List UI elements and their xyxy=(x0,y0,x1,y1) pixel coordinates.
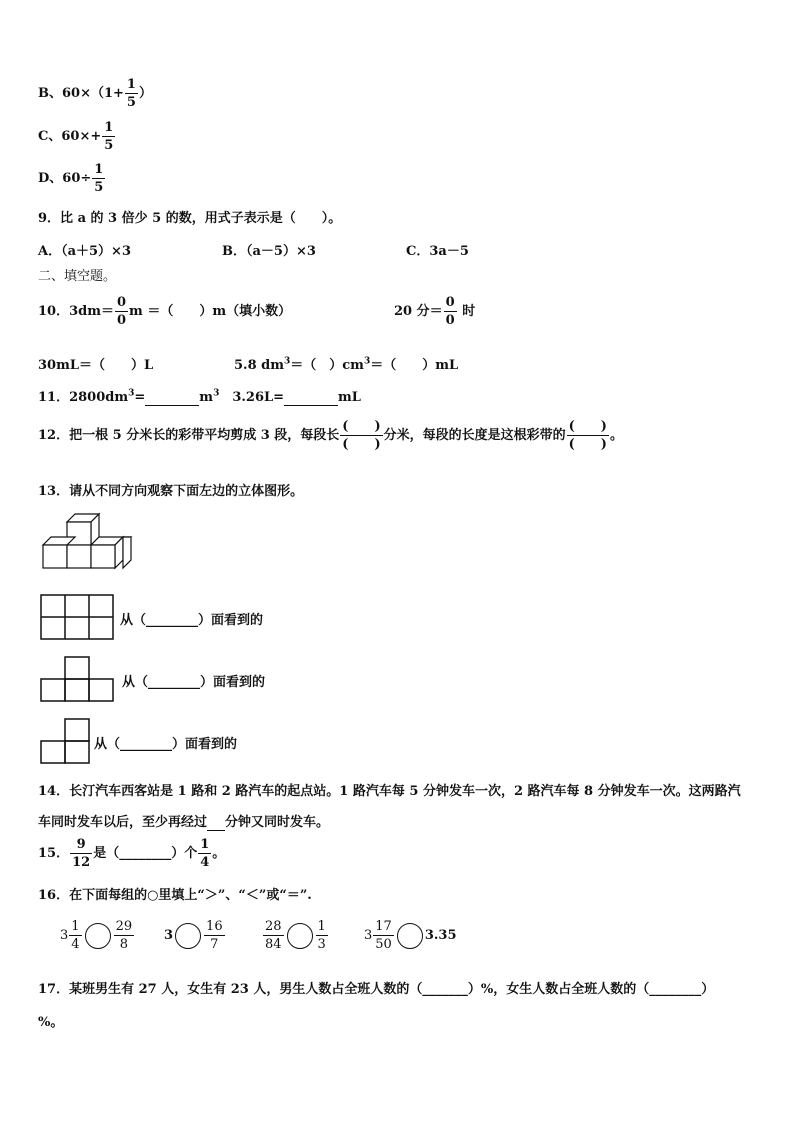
view-3-label: 从（________）面看到的 xyxy=(94,737,238,752)
option-9a: A．（a＋5）×3 xyxy=(38,244,131,259)
compare-circle[interactable] xyxy=(85,923,111,949)
question-10-part4: 5.8 $dm^3=$（ ）$cm^3=$（ ）mL xyxy=(234,356,459,373)
fraction: $\frac{0}{0}$ xyxy=(116,295,127,328)
question-17-line2: %。 xyxy=(38,1015,64,1030)
fraction-blank[interactable]: $\frac{( )}{( )}$ xyxy=(342,419,381,452)
fraction: $\frac{1}{5}$ xyxy=(126,77,136,110)
option-9b: B．（a－5）×3 xyxy=(222,244,316,259)
compare-group-4: 3 $\frac{17}{50}$ 3.35 xyxy=(364,919,457,952)
question-9: 9．比 a 的 3 倍少 5 的数，用式子表示是（ ）。 xyxy=(38,211,342,226)
question-14-line2: 车同时发车以后，至少再经过 分钟又同时发车。 xyxy=(38,815,330,830)
compare-group-3 xyxy=(262,920,329,951)
fraction: $\frac{28}{84}$ xyxy=(265,919,282,952)
fraction: $\frac{16}{7}$ xyxy=(206,919,223,952)
solid-figure-image xyxy=(38,510,138,572)
fraction: $\frac{9}{12}$ xyxy=(72,837,91,870)
option-8d: D、60÷ $\frac{1}{5}$ xyxy=(38,162,104,195)
question-15: 15． $\frac{9}{12}$ 是（________）个 $\frac{1}{4}$ 。 xyxy=(38,837,226,870)
fraction: $\frac{1}{5}$ xyxy=(104,120,114,153)
fraction: $\frac{17}{50}$ xyxy=(375,919,392,952)
question-10-part3: 30mL＝（ ）L xyxy=(38,358,154,373)
fraction: $\frac{29}{8}$ xyxy=(115,919,133,952)
compare-circle[interactable] xyxy=(287,923,313,949)
question-13: 13．请从不同方向观察下面左边的立体图形。 xyxy=(38,484,304,499)
question-17-line1: 17．某班男生有 27 人，女生有 23 人，男生人数占全班人数的（_______）%，女生人数占全班人数的（________） xyxy=(38,982,715,997)
fraction-blank[interactable]: $\frac{( )}{( )}$ xyxy=(568,419,607,452)
fraction: $\frac{1}{4}$ xyxy=(71,919,80,952)
answer-blank[interactable] xyxy=(207,815,225,831)
compare-circle[interactable] xyxy=(397,923,423,949)
question-14-line1: 14．长汀汽车西客站是 1 路和 2 路汽车的起点站。1 路汽车每 5 分钟发车一次，2 路汽车每 8 分钟发车一次。这两路汽 xyxy=(38,784,741,799)
section-heading: 二、填空题。 xyxy=(38,269,117,284)
option-8b: B、60×（1+ $\frac{1}{5}$ ） xyxy=(38,77,152,110)
view-2-label: 从（________）面看到的 xyxy=(122,675,266,690)
answer-blank[interactable] xyxy=(145,390,199,406)
fraction: $\frac{1}{3}$ xyxy=(317,919,326,952)
question-10-part1: 10．3dm＝ $\frac{0}{0}$ m ＝（ ）m（填小数） xyxy=(38,295,292,328)
fraction: $\frac{1}{4}$ xyxy=(200,837,210,870)
question-16: 16．在下面每组的○里填上“＞”、“＜”或“＝”. xyxy=(38,888,312,903)
question-12: 12．把一根 5 分米长的彩带平均剪成 3 段，每段长 $\frac{( )}{( )}$ 分米，每段的长度是这根彩带的 $\frac{( )}{( )}$ 。 xyxy=(38,419,623,452)
answer-blank[interactable] xyxy=(284,390,338,406)
view-l-shape xyxy=(40,718,90,764)
fraction: $\frac{1}{5}$ xyxy=(94,162,104,195)
option-8c: C、60×+ $\frac{1}{5}$ xyxy=(38,120,114,153)
compare-group-1: 3 $\frac{1}{4}$ $\frac{29}{8}$ xyxy=(60,919,133,952)
question-10-part2: 20 分＝ $\frac{0}{0}$ 时 xyxy=(394,295,476,328)
view-grid-3x2 xyxy=(40,594,114,640)
view-t-shape xyxy=(40,656,114,702)
option-9c: C．3a－5 xyxy=(406,244,469,259)
view-1-label: 从（________）面看到的 xyxy=(120,613,264,628)
compare-group-2: 3 $\frac{16}{7}$ xyxy=(164,919,223,952)
compare-circle[interactable] xyxy=(175,923,201,949)
question-11: 11．$2800dm^3= m^3$ 3.26L= mL xyxy=(38,388,361,405)
fraction: $\frac{0}{0}$ xyxy=(445,295,455,328)
